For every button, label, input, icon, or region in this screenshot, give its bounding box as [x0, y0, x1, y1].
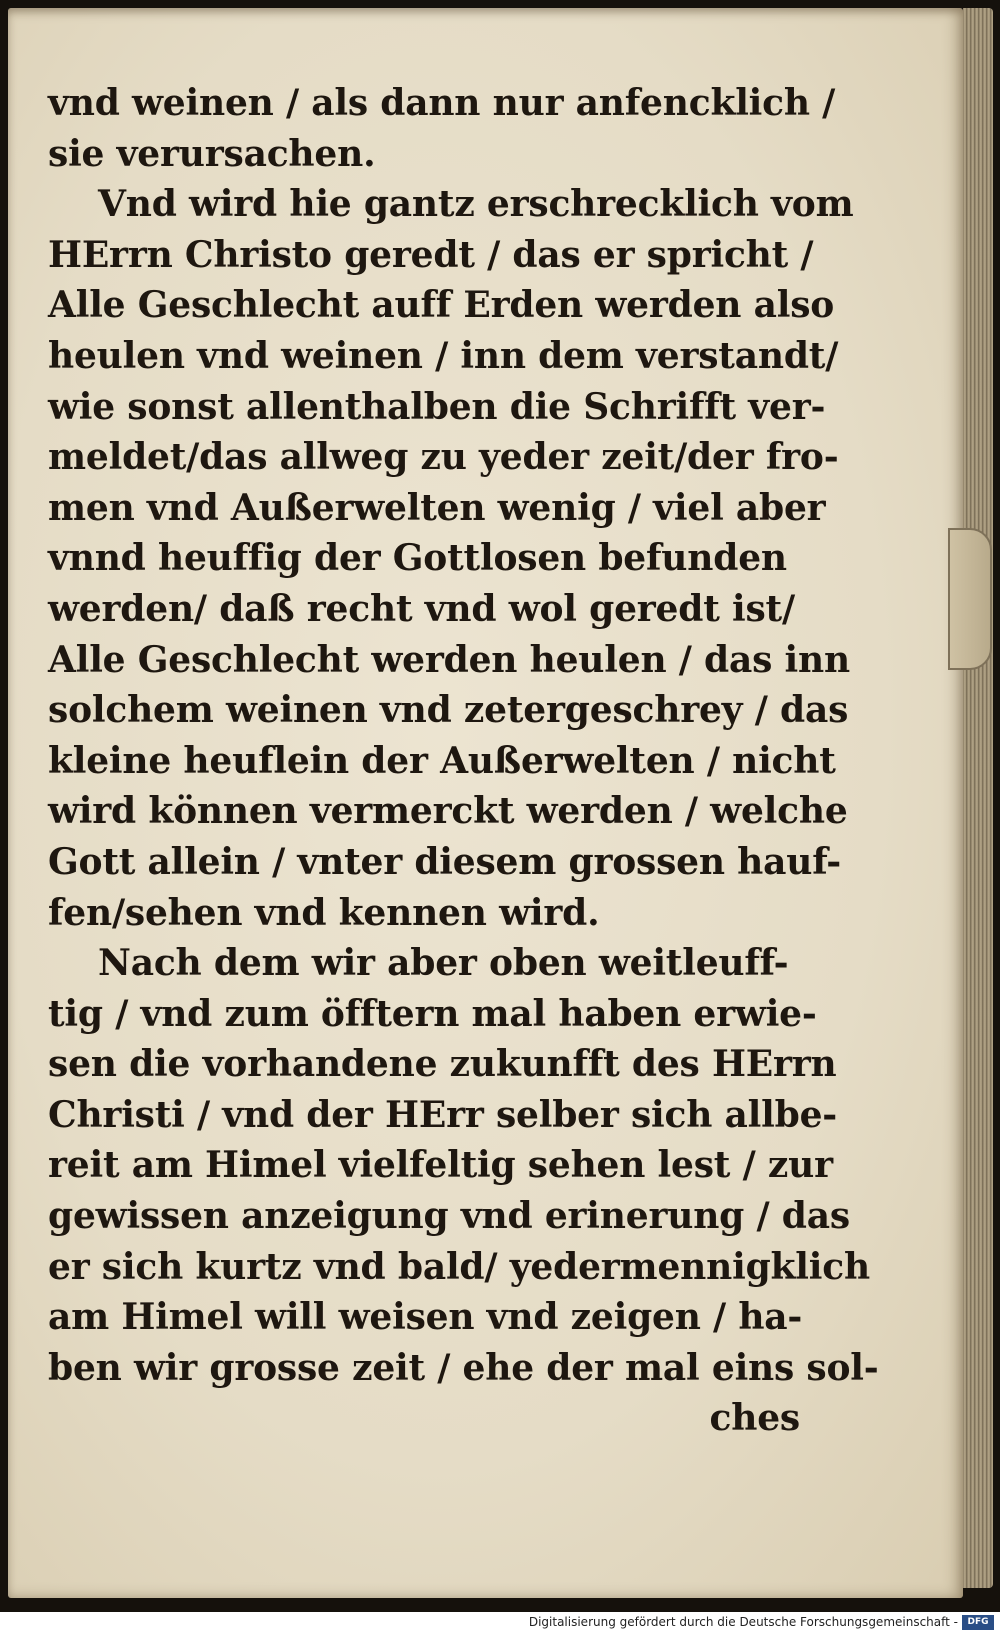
text-line: Alle Geschlecht werden heulen / das inn: [48, 638, 850, 681]
text-line: gewissen anzeigung vnd erinerung / das: [48, 1195, 850, 1238]
text-line: Alle Geschlecht auff Erden werden also: [48, 284, 835, 327]
text-line: Gott allein / vnter diesem grossen hauf-: [48, 840, 841, 883]
text-line: reit am Himel vielfeltig sehen lest / zur: [48, 1144, 833, 1187]
text-line: Christi / vnd der HErr selber sich allbe-: [48, 1093, 838, 1136]
text-line: fen/sehen vnd kennen wird.: [48, 891, 600, 934]
footer-bar: [0, 1612, 1000, 1634]
text-line: vnnd heuffig der Gottlosen befunden: [48, 537, 787, 580]
text-line: werden/ daß recht vnd wol geredt ist/: [48, 587, 795, 630]
text-line: wird können vermerckt werden / welche: [48, 790, 848, 833]
catchword: ches: [709, 1397, 800, 1440]
footer-credit: Digitalisierung gefördert durch die Deutsche Forschungsgemeinschaft -: [528, 1615, 958, 1629]
text-line: ben wir grosse zeit / ehe der mal eins sol-: [48, 1346, 879, 1389]
dfg-logo: DFG: [962, 1615, 994, 1630]
text-line: er sich kurtz vnd bald/ yedermennigklich: [48, 1245, 870, 1288]
text-line: vnd weinen / als dann nur anfencklich /: [48, 82, 836, 124]
text-line: sen die vorhandene zukunfft des HErrn: [48, 1043, 837, 1086]
page-clip: [948, 528, 992, 670]
text-line: sie verursachen.: [48, 132, 376, 175]
text-line: solchem weinen vnd zetergeschrey / das: [48, 689, 849, 732]
text-line: am Himel will weisen vnd zeigen / ha-: [48, 1296, 803, 1339]
book-fore-edge: [963, 8, 993, 1588]
text-line: wie sonst allenthalben die Schrifft ver-: [48, 385, 826, 428]
text-line: heulen vnd weinen / inn dem verstandt/: [48, 334, 839, 377]
text-line: meldet/das allweg zu yeder zeit/der fro-: [48, 436, 839, 479]
page-text: [48, 78, 879, 1444]
text-line: Nach dem wir aber oben weitleuff-: [98, 942, 789, 985]
text-line: HErrn Christo geredt / das er spricht /: [48, 233, 814, 276]
text-line: kleine heuflein der Außerwelten / nicht: [48, 739, 836, 782]
text-line: Vnd wird hie gantz erschrecklich vom: [98, 183, 854, 226]
text-line: tig / vnd zum öfftern mal haben erwie-: [48, 992, 817, 1035]
text-line: men vnd Außerwelten wenig / viel aber: [48, 486, 826, 529]
